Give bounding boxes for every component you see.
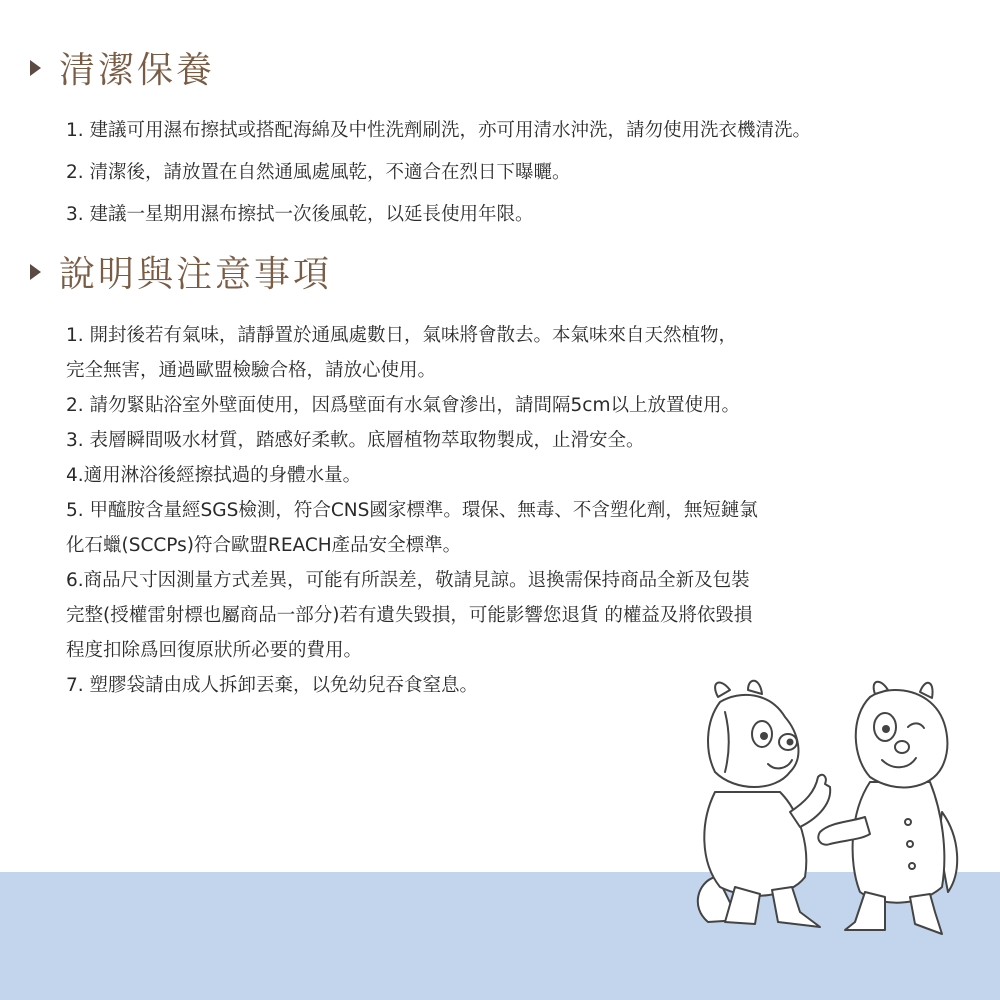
care-section-title: 清潔保養 [59,50,216,91]
list-item: 2. 清潔後，請放置在自然通風處風乾，不適合在烈日下曝曬。 [66,162,571,183]
list-item: 2. 請勿緊貼浴室外壁面使用，因爲壁面有水氣會滲出，請間隔5cm以上放置使用。 [66,395,740,416]
care-list [66,115,811,241]
right-chipmunk [818,682,957,934]
list-item: 3. 表層瞬間吸水材質，踏感好柔軟。底層植物萃取物製成，止滑安全。 [66,430,645,451]
list-item: 7. 塑膠袋請由成人拆卸丟棄，以免幼兒吞食窒息。 [66,675,479,696]
chipmunks-illustration [680,672,980,942]
list-item: 程度扣除爲回復原狀所必要的費用。 [66,640,363,661]
care-section-header [30,42,215,93]
list-item: 5. 甲醯胺含量經SGS檢測，符合CNS國家標準。環保、無毒、不含塑化劑，無短鏈氯 [66,500,758,521]
list-item: 1. 建議可用濕布擦拭或搭配海綿及中性洗劑刷洗，亦可用清水沖洗，請勿使用洗衣機清洗。 [66,120,812,141]
list-item: 1. 開封後若有氣味，請靜置於通風處數日，氣味將會散去。本氣味來自天然植物， [66,325,738,346]
notes-list [66,318,758,703]
list-item: 完全無害，通過歐盟檢驗合格，請放心使用。 [66,360,437,381]
notes-section-header [30,246,332,297]
left-chipmunk [698,681,830,927]
list-item: 化石蠟(SCCPs)符合歐盟REACH產品安全標準。 [66,535,462,556]
list-item: 4.適用淋浴後經擦拭過的身體水量。 [66,465,362,486]
list-item: 3. 建議一星期用濕布擦拭一次後風乾，以延長使用年限。 [66,204,534,225]
notes-section-title: 說明與注意事項 [59,254,333,295]
list-item: 完整(授權雷射標也屬商品一部分)若有遺失毀損，可能影響您退貨 的權益及將依毀損 [66,605,753,626]
triangle-right-icon [30,60,41,76]
list-item: 6.商品尺寸因測量方式差異，可能有所誤差，敬請見諒。退換需保持商品全新及包裝 [66,570,750,591]
triangle-right-icon [30,264,41,280]
